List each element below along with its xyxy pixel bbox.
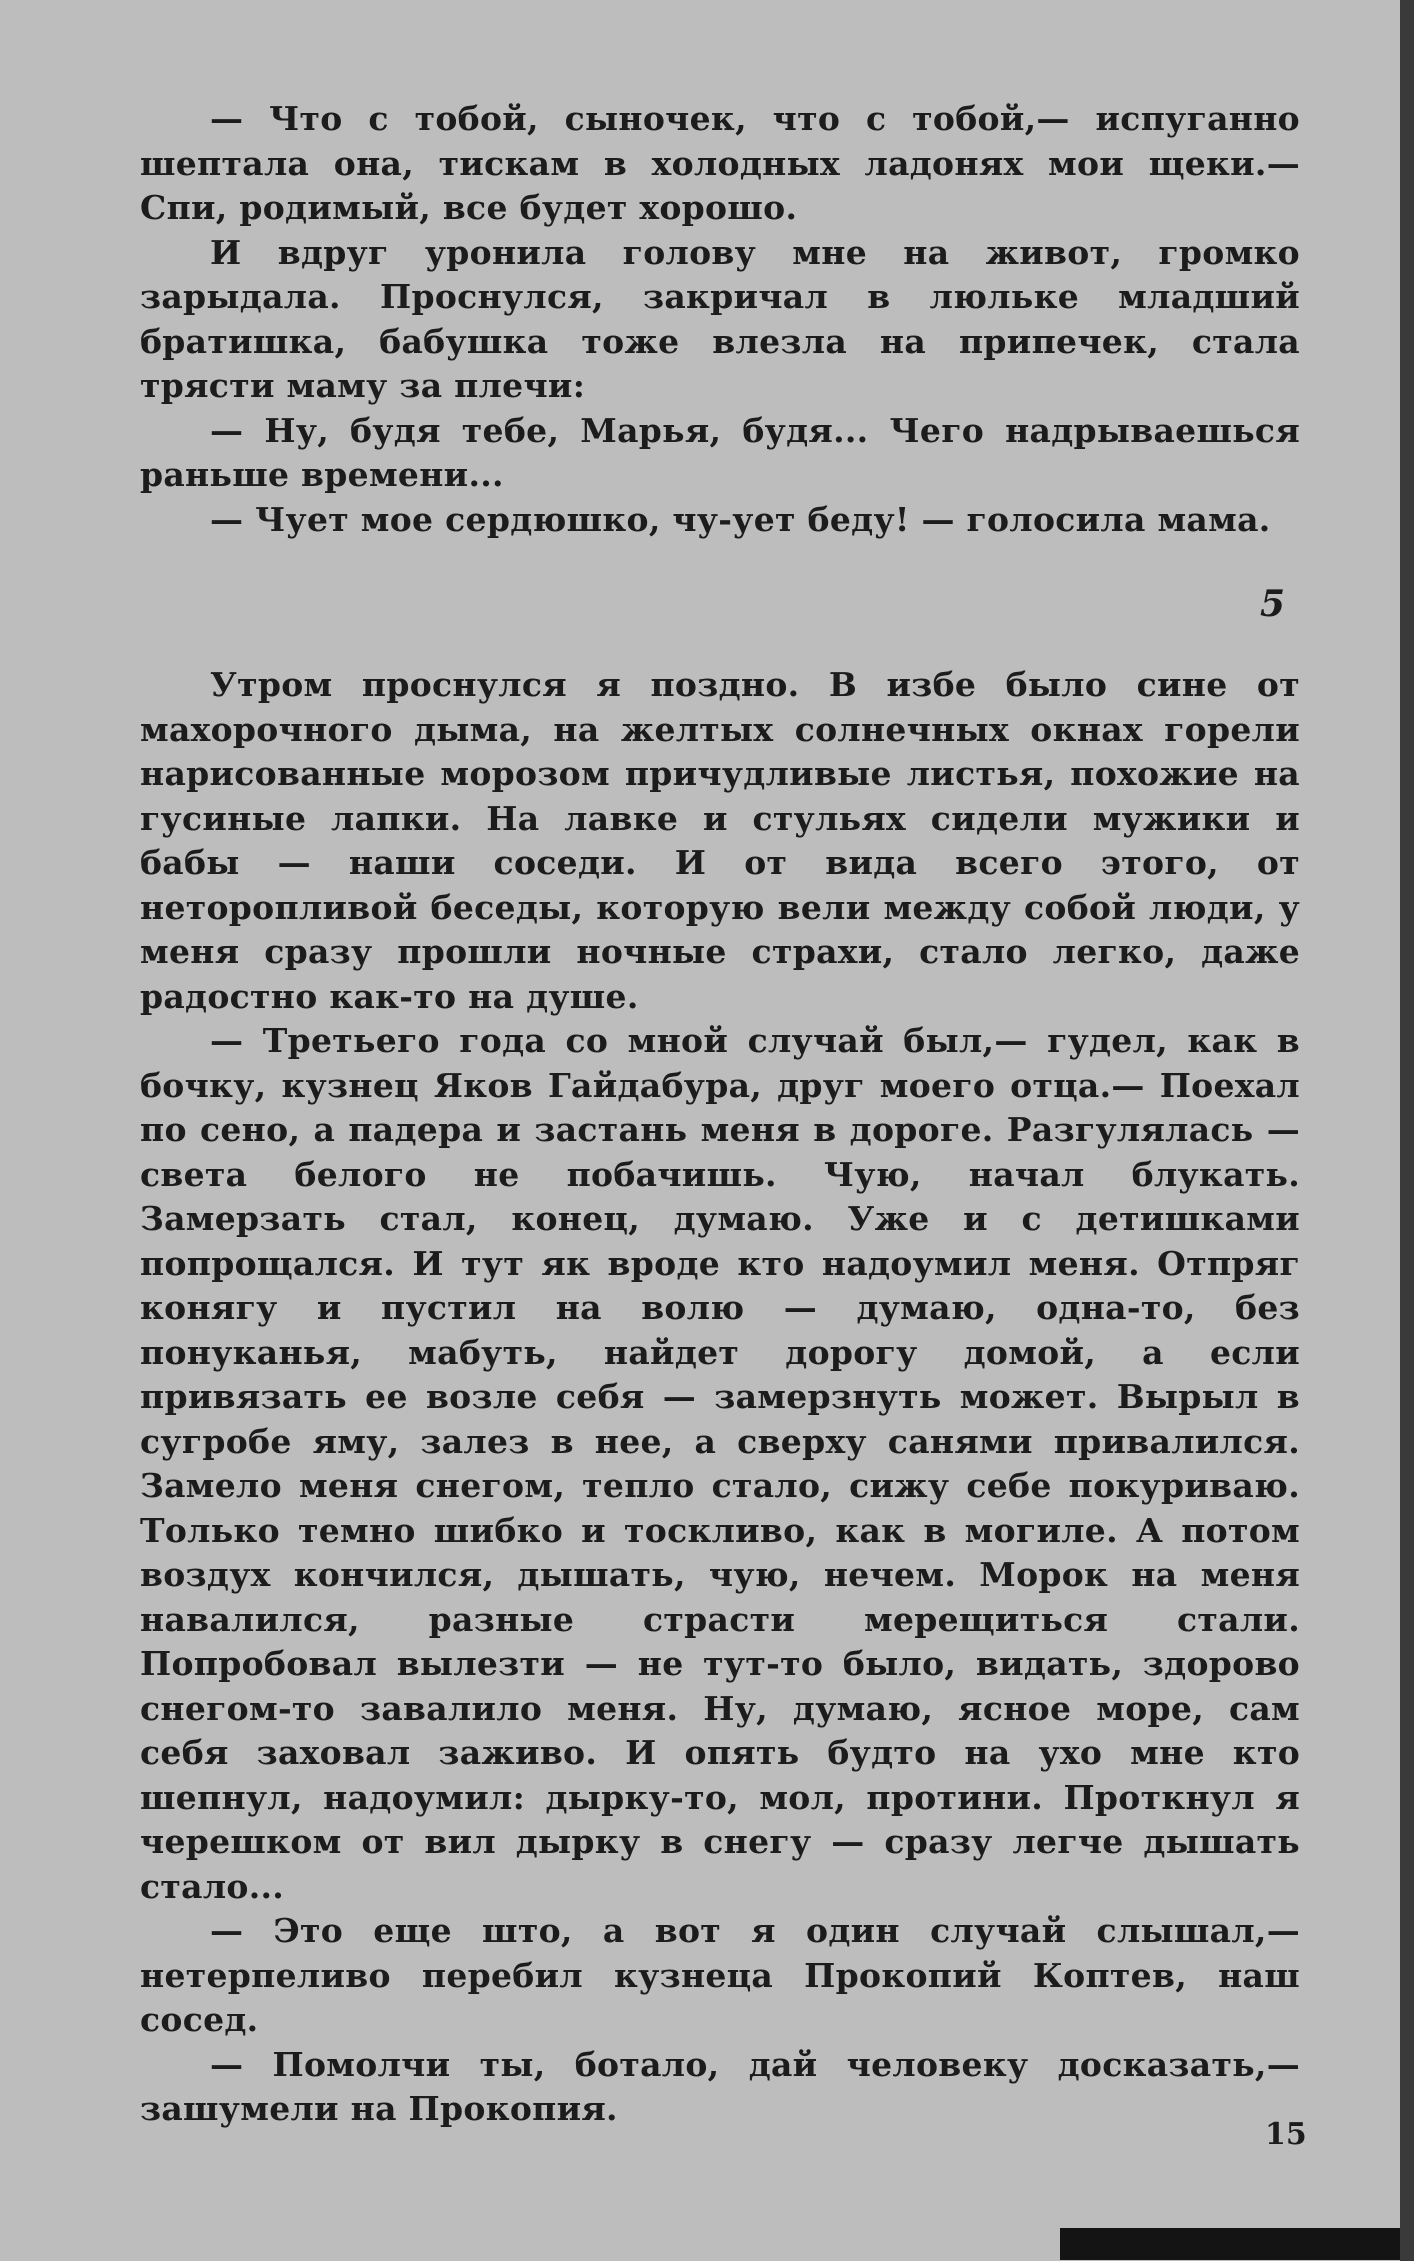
paragraph: — Чует мое сердюшко, чу-ует беду! — голосила мама. [210,499,1271,539]
text-block-top [140,97,1300,542]
scan-edge-bar [1060,2228,1400,2260]
paragraph: — Помолчи ты, ботало, дай человеку досказать,— зашумели на Прокопия. [140,2044,1300,2128]
paragraph: — Ну, будя тебе, Марья, будя... Чего надрываешься раньше времени... [140,410,1300,494]
paragraph: — Это еще што, а вот я один случай слышал,— нетерпеливо перебил кузнеца Прокопий Коптев, наш сосед. [140,1911,1300,2039]
text-block-main [140,663,1300,2132]
paragraph: — Третьего года со мной случай был,— гудел, как в бочку, кузнец Яков Гайдабура, друг моего отца.— Поехал по сено, а падера и застань меня в дороге. Разгулялась — света белого не побачишь. Чую, начал блукать. Замерзать стал, конец, думаю. Уже и с детишками попрощался. И тут як вроде кто надоумил меня. Отпряг конягу и пустил на волю — думаю, одна-то, без понуканья, мабуть, найдет дорогу домой, а если привязать ее возле себя — замерзнуть может. Вырыл в сугробе яму, залез в нее, а сверху санями привалился. Замело меня снегом, тепло стало, сижу себе покуриваю. Только темно шибко и тоскливо, как в могиле. А потом воздух кончился, дышать, чую, нечем. Морок на меня навалился, разные страсти мерещиться стали. Попробовал вылезти — не тут-то было, видать, здорово снегом-то завалило меня. Ну, думаю, ясное море, сам себя заховал заживо. И опять будто на ухо мне кто шепнул, надоумил: дырку-то, мол, протини. Проткнул я черешком от вил дырку в снегу — сразу легче дышать стало... [140,1021,1300,1906]
paragraph: Утром проснулся я поздно. В избе было сине от махорочного дыма, на желтых солнечных окнах горели нарисованные морозом причудливые листья, похожие на гусиные лапки. На лавке и стульях сидели мужики и бабы — наши соседи. И от вида всего этого, от неторопливой беседы, которую вели между собой люди, у меня сразу прошли ночные страхи, стало легко, даже радостно как-то на душе. [140,665,1300,1016]
paragraph: И вдруг уронила голову мне на живот, громко зарыдала. Проснулся, закричал в люльке младший братишка, бабушка тоже влезла на припечек, стала трясти маму за плечи: [140,232,1300,405]
paragraph: — Что с тобой, сыночек, что с тобой,— испуганно шептала она, тискам в холодных ладонях мои щеки.— Спи, родимый, все будет хорошо. [140,99,1300,227]
page-number: 15 [1265,2117,1307,2152]
section-number: 5 [1260,583,1286,625]
scan-right-edge [1400,0,1414,2261]
